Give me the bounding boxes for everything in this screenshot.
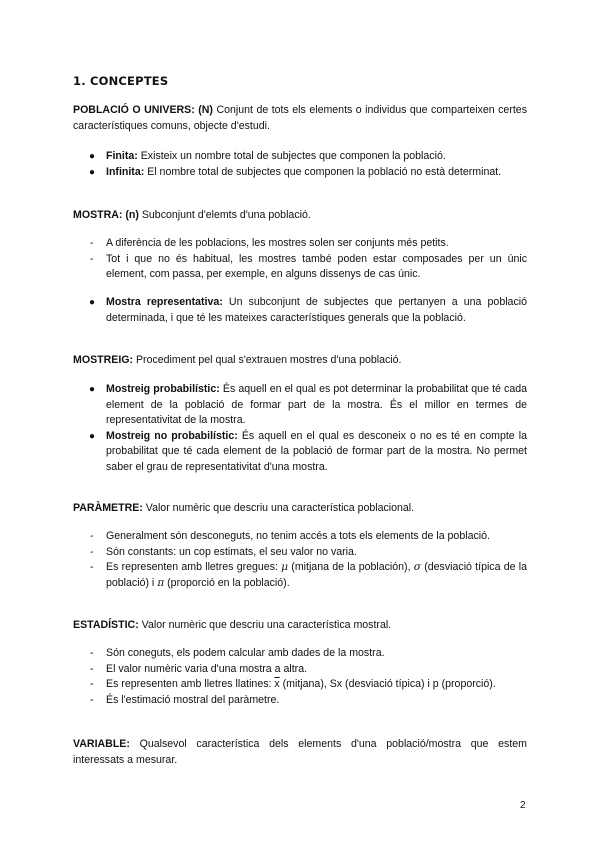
dash-text: Es representen amb lletres llatines:	[106, 678, 275, 690]
dash-text: És l'estimació mostral del paràmetre.	[106, 693, 280, 706]
list-item	[73, 529, 527, 545]
dash-marker: -	[90, 530, 94, 542]
list-item	[73, 677, 527, 693]
list-item	[73, 545, 527, 561]
parametre-term: PARÀMETRE:	[73, 502, 143, 514]
bullet-term: Mostra representativa:	[106, 296, 223, 308]
sigma-symbol: σ	[413, 561, 422, 573]
bullet-marker: ●	[89, 151, 96, 162]
mostra-section	[73, 208, 527, 224]
list-item	[73, 295, 527, 326]
estadistic-text: Valor numèric que descriu una característica mostral.	[138, 619, 392, 631]
dash-marker: -	[90, 252, 94, 265]
mostra-bullets	[73, 295, 527, 326]
list-item	[73, 252, 527, 283]
list-item	[73, 165, 527, 181]
poblacio-term: POBLACIÓ O UNIVERS: (N)	[73, 104, 213, 116]
estadistic-definition	[73, 618, 527, 634]
parametre-dashes	[73, 529, 527, 591]
list-item	[73, 662, 527, 678]
bullet-marker: ●	[89, 166, 96, 178]
list-item	[73, 646, 527, 662]
dash-marker: -	[90, 693, 94, 706]
mostra-text: Subconjunt d'elemts d'una població.	[138, 209, 311, 221]
poblacio-text: Conjunt de tots els elements o individus que comparteixen certes característiques comuns, objecte d'estudi.	[73, 104, 527, 132]
bullet-term: Finita:	[106, 150, 138, 162]
mu-symbol: μ	[281, 561, 289, 573]
dash-text: A diferència de les poblacions, les mostres solen ser conjunts més petits.	[106, 237, 449, 249]
list-item	[73, 382, 527, 429]
bullet-text: És aquell en el qual es desconeix o no es té en compte la probabilitat que té cada element de la població de formar part de la mostra. No permet saber el grau de representativitat d'una mostra.	[106, 429, 527, 473]
mostreig-section	[73, 353, 527, 369]
parametre-text: Valor numèric que descriu una característica poblacional.	[142, 502, 415, 514]
dash-marker: -	[90, 678, 94, 690]
bullet-text: És aquell en el qual es pot determinar la probabilitat que té cada element de la població de formar part de la mostra. És el millor en termes de representativitat de la mostra.	[106, 383, 527, 426]
variable-text: Qualsevol característica dels elements d'una població/mostra que estem interessats a mesurar.	[73, 738, 527, 766]
list-item	[73, 149, 527, 165]
dash-text: Es representen amb lletres gregues:	[106, 561, 282, 573]
dash-text: Generalment són desconeguts, no tenim accés a tots els elements de la població.	[106, 530, 490, 542]
estadistic-dashes	[73, 646, 527, 708]
bullet-text: Existeix un nombre total de subjectes que componen la població.	[137, 150, 446, 162]
dash-marker: -	[90, 237, 94, 249]
dash-marker: -	[90, 561, 94, 573]
parametre-section	[73, 501, 527, 517]
pi-symbol: π	[157, 576, 165, 589]
dash-marker: -	[90, 662, 94, 675]
dash-marker: -	[90, 647, 94, 659]
dash-text: (mitjana), Sx (desviació típica) i p (proporció).	[279, 678, 496, 690]
list-item	[73, 429, 527, 476]
estadistic-term: ESTADÍSTIC:	[73, 619, 139, 631]
page-number: 2	[520, 800, 526, 811]
variable-term: VARIABLE:	[73, 738, 130, 750]
dash-marker: -	[90, 545, 94, 558]
mostreig-definition	[73, 353, 527, 369]
mostra-dashes	[73, 236, 527, 283]
dash-text: (mitjana de la población),	[288, 561, 414, 573]
dash-text: (proporció en la població).	[164, 576, 290, 589]
estadistic-section	[73, 618, 527, 634]
variable-definition	[73, 737, 527, 768]
bullet-marker: ●	[89, 297, 96, 308]
x-bar-symbol: $\overline{x}$	[274, 678, 280, 690]
poblacio-section	[73, 103, 527, 134]
bullet-text: El nombre total de subjectes que componen la població no està determinat.	[144, 165, 502, 178]
mostreig-bullets	[73, 382, 527, 475]
poblacio-bullets	[73, 149, 527, 180]
bullet-term: Mostreig no probabilístic:	[106, 429, 238, 442]
dash-text: El valor numèric varia d'una mostra a altra.	[106, 662, 308, 675]
bullet-marker: ●	[89, 384, 96, 395]
bullet-text: Un subconjunt de subjectes que pertanyen a una població determinada, i que té les mateixes característiques generals que la població.	[106, 296, 527, 324]
list-item	[73, 560, 527, 591]
mostreig-term: MOSTREIG:	[73, 354, 134, 366]
mostra-definition	[73, 208, 527, 224]
bullet-marker: ●	[89, 430, 96, 442]
dash-text: (desviació típica de la població) i	[106, 561, 527, 589]
dash-text: Són coneguts, els podem calcular amb dades de la mostra.	[106, 647, 385, 659]
dash-text: Tot i que no és habitual, les mostres també poden estar composades per un únic element, com passa, per exemple, en alguns dissenys de cas únic.	[106, 252, 527, 280]
variable-section	[73, 737, 527, 768]
bullet-term: Mostreig probabilístic:	[106, 383, 220, 395]
dash-text: Són constants: un cop estimats, el seu valor no varia.	[106, 545, 357, 558]
mostreig-text: Procediment pel qual s'extrauen mostres d'una població.	[133, 354, 402, 366]
bullet-term: Infinita:	[106, 165, 145, 178]
section-heading: 1. CONCEPTES	[73, 74, 169, 88]
list-item	[73, 236, 527, 252]
poblacio-definition	[73, 103, 527, 134]
list-item	[73, 693, 527, 709]
mostra-term: MOSTRA: (n)	[73, 209, 139, 221]
parametre-definition	[73, 501, 527, 517]
